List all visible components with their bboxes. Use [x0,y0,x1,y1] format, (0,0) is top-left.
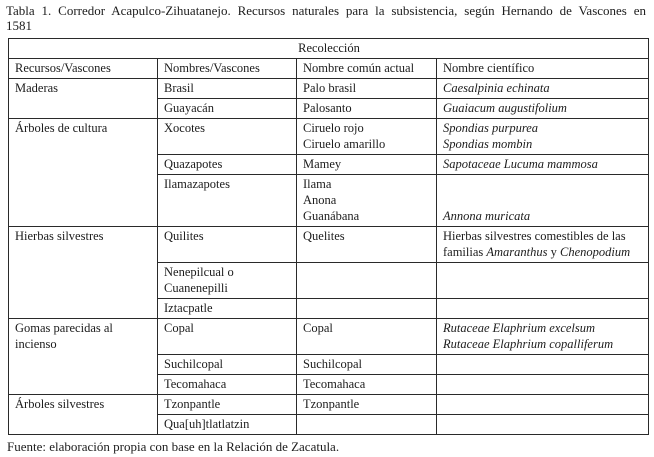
common-name-line: Ilama [303,177,332,191]
column-header-nombre-comun: Nombre común actual [297,59,437,79]
common-name-line: Ciruelo rojo [303,121,364,135]
vascones-name-cell: Iztacpatle [158,299,297,319]
common-name-line: Guanábana [303,209,360,223]
common-name-cell: Copal [297,319,437,355]
scientific-name-cell: Sapotaceae Lucuma mammosa [437,155,649,175]
resource-cell: Maderas [9,79,158,119]
vascones-name-line: Nenepilcual o [164,265,234,279]
table-source-note: Fuente: elaboración propia con base en la Relación de Zacatula. [7,439,340,454]
scientific-text-plain: Hierbas silvestres comestibles de las familias [443,229,626,259]
common-name-line: Anona [303,193,337,207]
table-row [9,227,649,263]
title-line-2: 1581 [6,17,32,33]
vascones-name-cell: Ilamazapotes [158,175,297,227]
common-name-cell: Palo brasil [297,79,437,99]
resource-cell: Árboles de cultura [9,119,158,227]
scientific-name-cell: Caesalpinia echinata [437,79,649,99]
vascones-name-cell: Suchilcopal [158,355,297,375]
vascones-name-cell: Quazapotes [158,155,297,175]
vascones-name-cell: Qua[uh]tlatlatzin [158,415,297,435]
empty-cell [297,263,437,299]
scientific-name-cell [437,119,649,155]
table-row [9,59,649,79]
vascones-name-cell [158,263,297,299]
scientific-name-cell [437,227,649,263]
scientific-name-line: Spondias purpurea [443,121,539,135]
table-row [9,395,649,415]
empty-cell [437,415,649,435]
empty-cell [437,299,649,319]
common-name-cell: Tecomahaca [297,375,437,395]
resource-cell: Gomas parecidas al incienso [9,319,158,395]
scientific-text-plain: y [547,245,561,259]
empty-cell [437,263,649,299]
table-row [9,39,649,59]
empty-cell [437,395,649,415]
common-name-cell: Mamey [297,155,437,175]
vascones-name-cell: Guayacán [158,99,297,119]
table-row [9,319,649,355]
common-name-cell [297,119,437,155]
vascones-name-cell: Copal [158,319,297,355]
common-name-cell: Quelites [297,227,437,263]
empty-cell [437,355,649,375]
vascones-name-cell: Quilites [158,227,297,263]
scientific-text-genus: Chenopodium [560,245,631,259]
vascones-name-cell: Brasil [158,79,297,99]
vascones-name-line: Cuanenepilli [164,281,228,295]
table-row [9,119,649,155]
resource-cell: Hierbas silvestres [9,227,158,319]
common-name-cell: Palosanto [297,99,437,119]
scientific-name-cell: Rutaceae Elaphrium excelsum Rutaceae Elaphrium copalliferum [437,319,649,355]
vascones-name-cell: Tzonpantle [158,395,297,415]
common-name-line: Ciruelo amarillo [303,137,386,151]
column-header-nombre-cientifico: Nombre científico [437,59,649,79]
scientific-text-genus: Amaranthus [486,245,548,259]
column-header-nombres: Nombres/Vascones [158,59,297,79]
scientific-name-line: Spondias mombin [443,137,533,151]
empty-cell [297,299,437,319]
table-section-header: Recolección [9,39,649,59]
page-title [6,4,646,33]
column-header-recursos: Recursos/Vascones [9,59,158,79]
recoleccion-table [8,38,649,435]
empty-cell [297,415,437,435]
scientific-name-cell: Guaiacum augustifolium [437,99,649,119]
common-name-cell: Suchilcopal [297,355,437,375]
resource-cell: Árboles silvestres [9,395,158,435]
table-row [9,79,649,99]
vascones-name-cell: Xocotes [158,119,297,155]
title-line-1: Tabla 1. Corredor Acapulco-Zihuatanejo. Recursos naturales para la subsistencia, según Hernando de Vascones en [6,3,646,18]
common-name-cell [297,175,437,227]
common-name-cell: Tzonpantle [297,395,437,415]
empty-cell [437,375,649,395]
vascones-name-cell: Tecomahaca [158,375,297,395]
scientific-name-cell: Annona muricata [437,175,649,227]
